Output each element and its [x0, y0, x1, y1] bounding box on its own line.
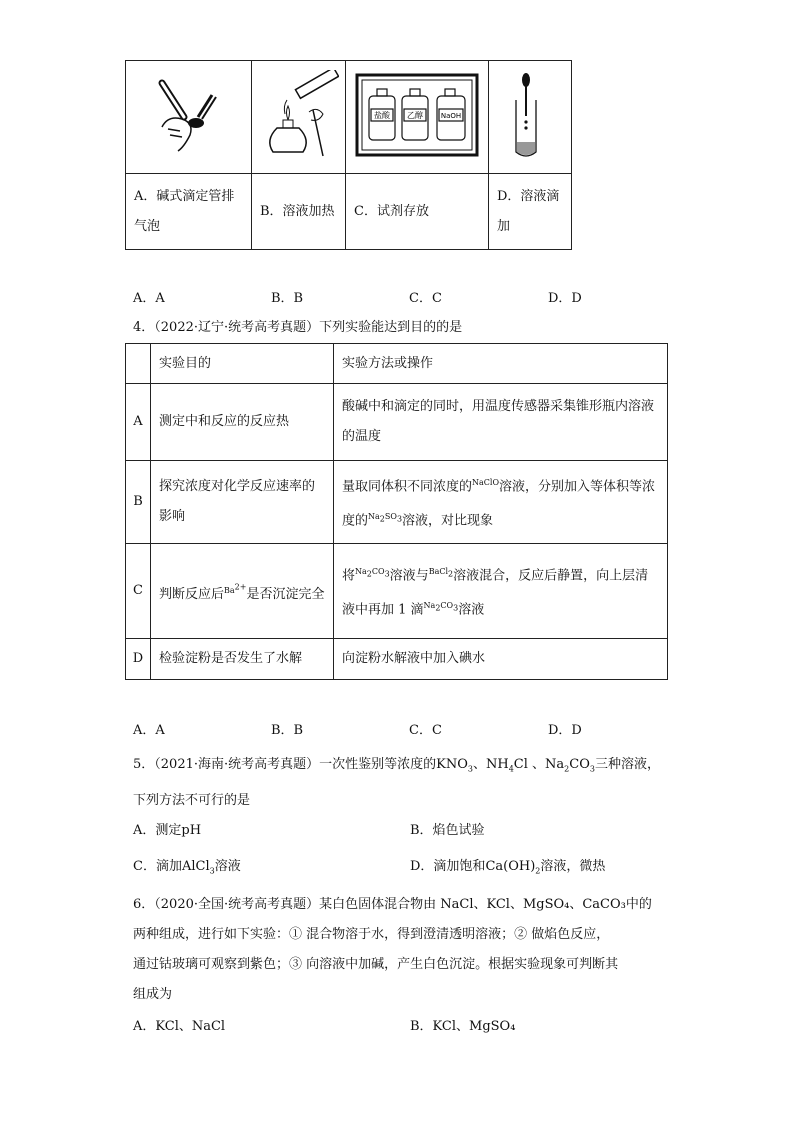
bottle-label-ethanol: 乙醇 [407, 111, 423, 120]
q6-stem-line1: 6．（2020·全国·统考高考真题）某白色固体混合物由 NaCl、KCl、MgSO₄、CaCO₃中的 [133, 897, 652, 912]
q4-row-b-goal: 探究浓度对化学反应速率的影响 [151, 461, 334, 544]
q6-stem-line2: 两种组成，进行如下实验：① 混合物溶于水，得到澄清透明溶液；② 做焰色反应， [133, 927, 610, 942]
q3-cell-image-b [252, 61, 346, 174]
q3-option-a[interactable]: A．A [133, 291, 165, 306]
burette-bubble-icon [154, 75, 224, 155]
q3-caption-b: B．溶液加热 [252, 174, 346, 250]
formula-naclo: NaClO [472, 477, 500, 487]
q3-option-d[interactable]: D．D [548, 291, 582, 306]
alcohol-lamp-heating-icon [259, 70, 339, 160]
q4-option-d[interactable]: D．D [548, 723, 582, 738]
formula-na2co3: Na2CO3 [355, 566, 390, 579]
q4-row-b-label: B [126, 461, 151, 544]
q4-row-c-method: 将$^{Na_2CO_3}$溶液与$^{BaCl_2}$溶液混合，反应后静置，向上层清液中再加 1 滴$^{Na_2CO_3}$溶液 [334, 544, 668, 639]
q4-option-c[interactable]: C．C [409, 723, 442, 738]
q3-cell-image-c [346, 61, 489, 174]
q3-caption-a: A．碱式滴定管排气泡 [126, 174, 252, 250]
formula-na2so3: Na2SO3 [368, 512, 403, 524]
q3-option-c[interactable]: C．C [409, 291, 442, 306]
q3-caption-d: D．溶液滴加 [489, 174, 572, 250]
q4-row-d-label: D [126, 639, 151, 680]
formula-na2co3-2: Na2CO3 [423, 601, 459, 613]
q6-stem-line4: 组成为 [133, 987, 173, 1002]
q4-row-b-method-text1: 量取同体积不同浓度的 [342, 479, 473, 494]
q4-row-a-label: A [126, 384, 151, 461]
q4-table [125, 343, 668, 680]
q4-header-goal: 实验目的 [151, 344, 334, 384]
q5-option-c[interactable]: C．滴加AlCl$_3$溶液 [133, 859, 241, 876]
q3-caption-c: C．试剂存放 [346, 174, 489, 250]
q3-cell-image-d [489, 61, 572, 174]
q5-option-b[interactable]: B．焰色试验 [410, 823, 485, 838]
q3-figure-table [125, 60, 572, 250]
reagent-bottles-icon [355, 73, 479, 157]
q4-row-c-goal: 判断反应后$^{Ba^{2+}}$是否沉淀完全 [151, 544, 334, 639]
q6-option-a[interactable]: A．KCl、NaCl [133, 1019, 226, 1034]
q3-cell-image-a [126, 61, 252, 174]
bottle-label-hcl: 盐酸 [374, 111, 390, 120]
q5-option-d[interactable]: D．滴加饱和$Ca(OH)_2$溶液，微热 [410, 859, 606, 876]
q6-stem-line3: 通过钴玻璃可观察到紫色；③ 向溶液中加碱，产生白色沉淀。根据实验现象可判断其 [133, 957, 619, 972]
q4-row-b-method [334, 461, 668, 544]
q6-option-b[interactable]: B．KCl、MgSO₄ [410, 1019, 516, 1034]
q4-header-blank [126, 344, 151, 384]
formula-bacl2: BaCl2 [428, 566, 454, 579]
q5-stem: 5．（2021·海南·统考高考真题）一次性鉴别等浓度的$KNO_3$、$NH_4Cl$ 、$Na_2CO_3$三种溶液， [133, 757, 660, 774]
q4-row-c-label: C [126, 544, 151, 639]
q5-stem-line2: 下列方法不可行的是 [133, 793, 251, 808]
q4-row-d-goal: 检验淀粉是否发生了水解 [151, 639, 334, 680]
q4-row-b-method-text3: 溶液，对比现象 [402, 513, 494, 529]
q3-option-b[interactable]: B．B [271, 291, 304, 306]
q4-stem: 4．（2022·辽宁·统考高考真题）下列实验能达到目的的是 [133, 320, 463, 335]
formula-ba-ion: Ba2+ [224, 582, 247, 595]
q4-row-a-method: 酸碱中和滴定的同时，用温度传感器采集锥形瓶内溶液的温度 [334, 384, 668, 461]
bottle-label-naoh: NaOH [440, 112, 462, 120]
q4-row-d-method: 向淀粉水解液中加入碘水 [334, 639, 668, 680]
q4-option-a[interactable]: A．A [133, 723, 165, 738]
q4-row-b-method-text2: 溶液，分别加入等体积等浓度的 [342, 479, 656, 529]
q5-option-a[interactable]: A．测定pH [133, 823, 202, 838]
q4-option-b[interactable]: B．B [271, 723, 304, 738]
dropper-test-tube-icon [510, 70, 550, 160]
q4-header-method: 实验方法或操作 [334, 344, 668, 384]
q4-row-a-goal: 测定中和反应的反应热 [151, 384, 334, 461]
